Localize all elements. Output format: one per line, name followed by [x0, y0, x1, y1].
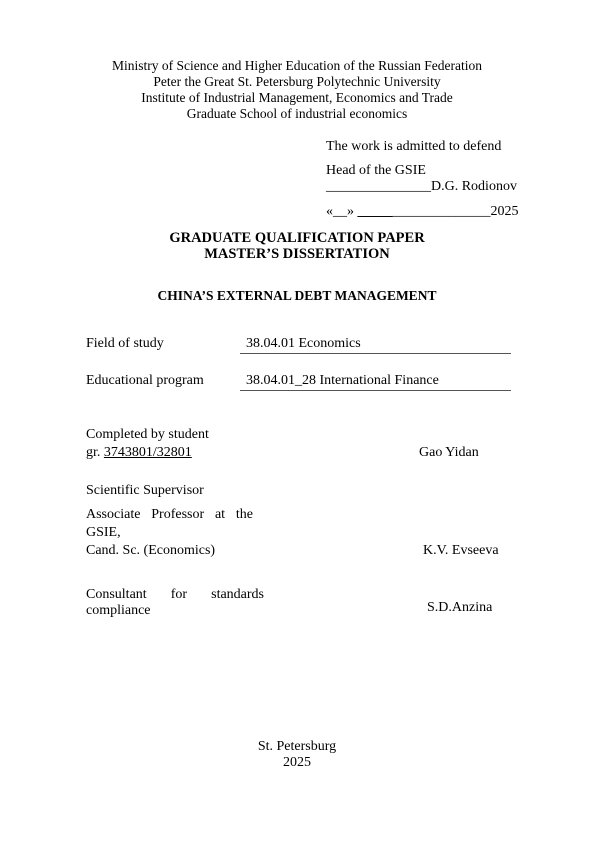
head-title: Head of the GSIE: [326, 163, 426, 178]
student-label: Completed by student: [86, 427, 209, 442]
group-prefix: gr.: [86, 445, 104, 460]
date-suffix: ______________2025: [392, 204, 519, 219]
consultant-label: Consultant for standards compliance: [86, 587, 264, 618]
head-signature-line: _______________D.G. Rodionov: [326, 179, 517, 194]
supervisor-degree: Cand. Sc. (Economics): [86, 543, 216, 558]
supervisor-position: Associate Professor at the GSIE,: [86, 507, 253, 540]
dissertation-type: MASTER’S DISSERTATION: [204, 246, 390, 262]
institute-name: Institute of Industrial Management, Economics and Trade: [141, 90, 453, 105]
year: 2025: [283, 755, 311, 770]
paper-type: GRADUATE QUALIFICATION PAPER: [169, 230, 425, 246]
educational-program-label: Educational program: [86, 373, 204, 388]
educational-program-underline: [240, 390, 511, 391]
student-name: Gao Yidan: [419, 445, 479, 460]
institution-header: [0, 58, 594, 122]
ministry-name: Ministry of Science and Higher Education of the Russian Federation: [111, 58, 483, 73]
field-of-study-value: 38.04.01 Economics: [246, 336, 361, 351]
group-number: 3743801/32801: [103, 445, 192, 460]
consultant-name: S.D.Anzina: [427, 600, 493, 615]
admission-date-line: [326, 205, 519, 219]
field-of-study-underline: [240, 353, 511, 354]
field-of-study-label: Field of study: [86, 336, 164, 351]
university-name: Peter the Great St. Petersburg Polytechnic University: [153, 74, 441, 89]
supervisor-label: Scientific Supervisor: [86, 483, 204, 498]
date-prefix: «__»: [326, 204, 358, 219]
student-group: [86, 446, 192, 460]
admission-statement: The work is admitted to defend: [326, 139, 502, 154]
city: St. Petersburg: [257, 739, 337, 754]
thesis-topic: CHINA’S EXTERNAL DEBT MANAGEMENT: [157, 288, 437, 303]
date-blank: _____: [357, 204, 393, 219]
educational-program-value: 38.04.01_28 International Finance: [246, 373, 439, 388]
school-name: Graduate School of industrial economics: [186, 106, 408, 121]
supervisor-name: K.V. Evseeva: [423, 543, 499, 558]
